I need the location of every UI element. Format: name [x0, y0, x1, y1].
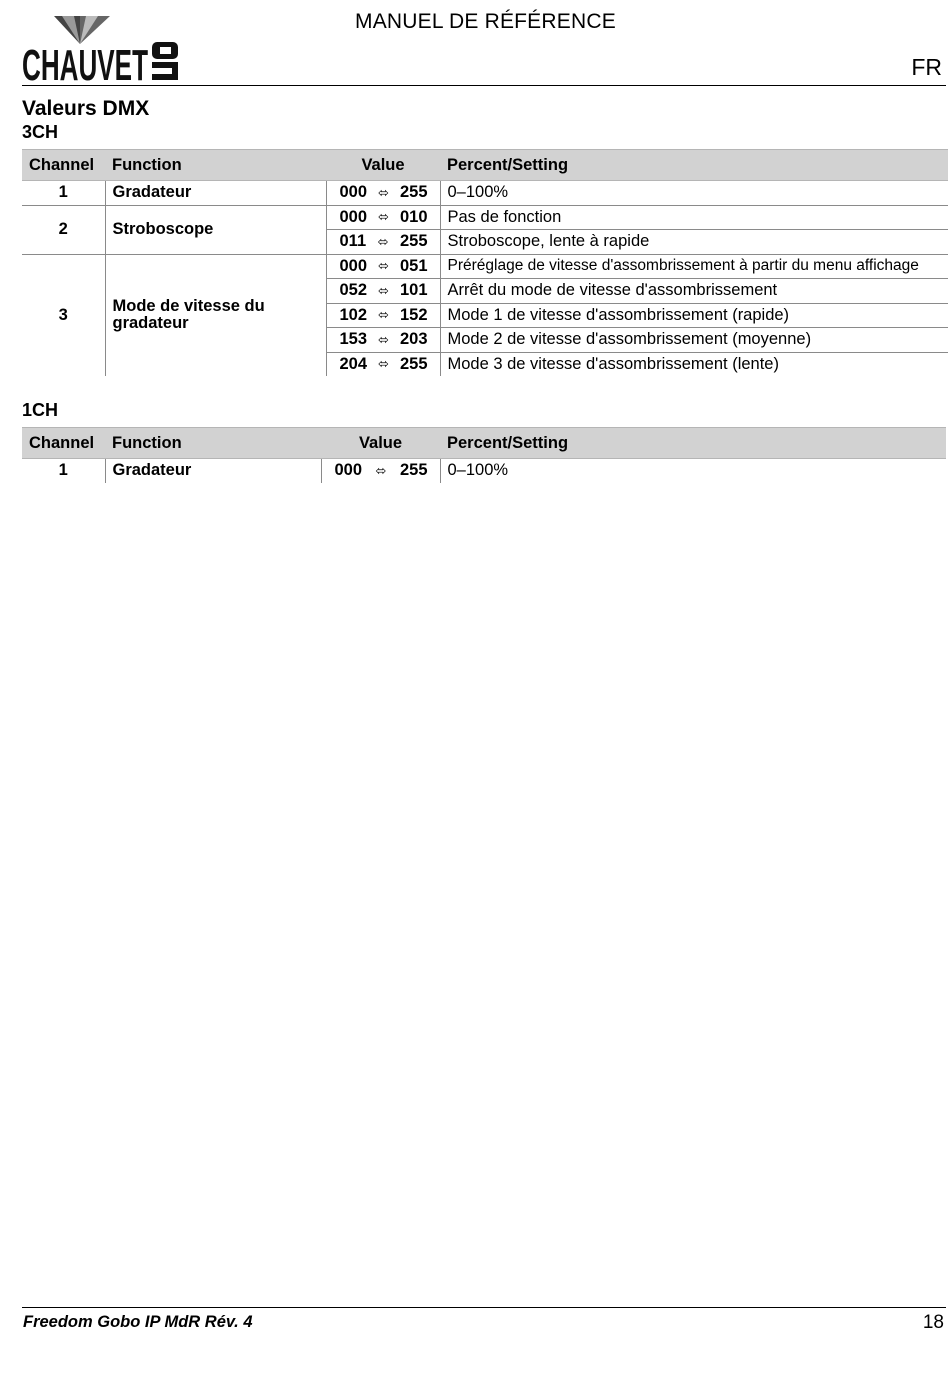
value-from: 153: [339, 330, 368, 349]
range-arrow-icon: ⬄: [375, 462, 387, 478]
value-from: 000: [334, 461, 363, 480]
value-to: 255: [399, 232, 428, 251]
column-header-channel: Channel: [22, 150, 105, 181]
value-range-cell: [326, 328, 440, 353]
value-to: 255: [399, 461, 428, 480]
logo-light-beams: [54, 16, 110, 44]
value-to: 152: [399, 305, 428, 324]
column-header-setting: Percent/Setting: [440, 150, 948, 181]
channel-cell: 1: [22, 181, 105, 206]
function-cell: Gradateur: [105, 459, 321, 483]
function-cell: Gradateur: [105, 181, 326, 206]
table-row: [22, 205, 948, 230]
table-row: [22, 254, 948, 279]
column-header-function: Function: [105, 150, 326, 181]
logo-wordmark: CHAUVET: [22, 41, 149, 90]
footer-document-name: Freedom Gobo IP MdR Rév. 4: [23, 1313, 253, 1331]
value-to: 010: [399, 207, 428, 226]
table-header-row: [22, 428, 946, 459]
logo-dj-mark: [152, 42, 178, 80]
document-title: MANUEL DE RÉFÉRENCE: [355, 10, 616, 33]
setting-cell: Mode 3 de vitesse d'assombrissement (lente): [447, 354, 779, 373]
function-cell: Mode de vitesse du gradateur: [105, 254, 326, 376]
value-range-cell: [326, 230, 440, 255]
section-title: Valeurs DMX: [22, 97, 150, 120]
column-header-channel: Channel: [22, 428, 105, 459]
value-from: 011: [339, 232, 367, 251]
header-divider: [22, 85, 946, 86]
range-arrow-icon: ⬄: [378, 184, 389, 200]
dmx-table-3ch: [22, 149, 948, 376]
value-from: 000: [339, 256, 368, 275]
range-arrow-icon: ⬄: [377, 233, 389, 249]
value-to: 255: [399, 354, 428, 373]
value-range-cell: [326, 254, 440, 279]
column-header-value: Value: [321, 428, 440, 459]
column-header-setting: Percent/Setting: [440, 428, 946, 459]
value-range-cell: [326, 205, 440, 230]
setting-cell: Préréglage de vitesse d'assombrissement à partir du menu affichage: [440, 254, 948, 279]
table-header-row: [22, 150, 948, 181]
value-from: 000: [339, 183, 368, 202]
table-1ch-title: 1CH: [22, 400, 59, 420]
table-3ch-title: 3CH: [22, 122, 59, 142]
range-arrow-icon: ⬄: [378, 307, 389, 323]
range-arrow-icon: ⬄: [378, 258, 389, 274]
value-range-cell: [321, 459, 440, 483]
setting-cell: 0–100%: [440, 181, 948, 206]
language-code: FR: [911, 54, 942, 80]
table-row: [22, 459, 946, 483]
value-from: 102: [339, 305, 368, 324]
value-from: 204: [339, 354, 368, 373]
setting-cell: Mode 2 de vitesse d'assombrissement (moyenne): [440, 328, 948, 353]
value-range-cell: [326, 352, 440, 376]
value-from: 000: [339, 207, 368, 226]
column-header-function: Function: [105, 428, 321, 459]
range-arrow-icon: ⬄: [378, 331, 389, 347]
dmx-table-1ch: [22, 427, 946, 483]
value-range-cell: [326, 303, 440, 328]
chauvet-dj-logo: [22, 14, 180, 90]
channel-cell: 3: [22, 254, 105, 376]
setting-cell: Mode 1 de vitesse d'assombrissement (rapide): [440, 303, 948, 328]
value-from: 052: [339, 281, 368, 300]
value-to: 255: [399, 183, 428, 202]
value-to: 051: [399, 256, 428, 275]
setting-cell: Pas de fonction: [440, 205, 948, 230]
table-row: [22, 181, 948, 206]
setting-cell: Stroboscope, lente à rapide: [440, 230, 948, 255]
range-arrow-icon: ⬄: [378, 356, 389, 372]
value-to: 101: [399, 281, 428, 300]
channel-cell: 1: [22, 459, 105, 483]
column-header-value: Value: [326, 150, 440, 181]
footer-divider: [22, 1307, 946, 1308]
range-arrow-icon: ⬄: [378, 282, 389, 298]
value-to: 203: [399, 330, 428, 349]
page-number: 18: [922, 1312, 944, 1333]
value-range-cell: [326, 279, 440, 304]
value-range-cell: [326, 181, 440, 206]
setting-cell: Arrêt du mode de vitesse d'assombrissement: [440, 279, 948, 304]
setting-cell: 0–100%: [447, 461, 509, 480]
function-cell: Stroboscope: [105, 205, 326, 254]
range-arrow-icon: ⬄: [378, 209, 389, 225]
channel-cell: 2: [22, 205, 105, 254]
